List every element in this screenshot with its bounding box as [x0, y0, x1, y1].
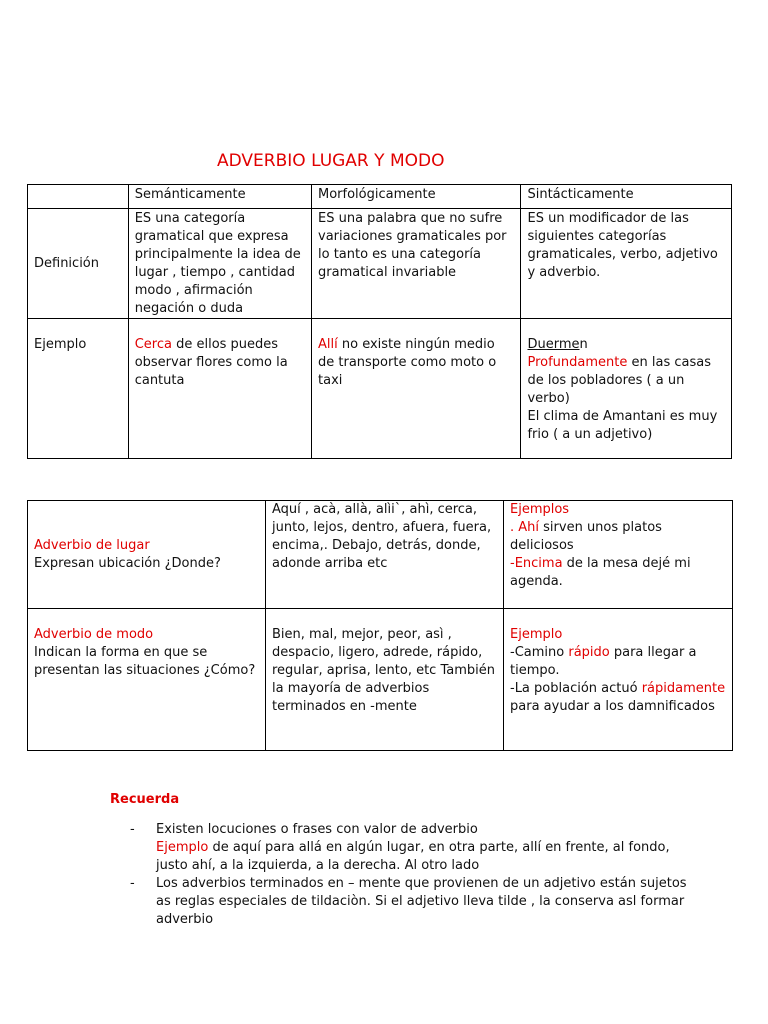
example-text: para llegar a tiempo. [510, 645, 697, 678]
dash-bullet: - [130, 822, 135, 837]
lugar-label-cell [28, 501, 266, 609]
example-text: -Camino [510, 645, 569, 660]
ejemplo-text: El clima de Amantani es muy frio ( a un adjetivo) [527, 409, 718, 442]
recuerda-heading: Recuerda [110, 792, 180, 807]
table-row-definicion [28, 209, 732, 319]
modo-desc: Indican la forma en que se presentan las situaciones ¿Cómo? [34, 645, 256, 678]
dash-bullet: - [130, 876, 135, 891]
highlight-word: -Encima [510, 556, 563, 571]
ejemplo-morfologicamente [312, 319, 521, 459]
example-text: para ayudar a los damnificados [510, 699, 715, 714]
row-label-definicion: Definición [28, 209, 129, 319]
list-item-text: Existen locuciones o frases con valor de adverbio [156, 822, 478, 837]
ejemplo-text: de ellos puedes observar flores como la cantuta [134, 337, 288, 388]
example-text: -La población actuó [510, 681, 642, 696]
examples-title: Ejemplo [510, 627, 563, 642]
highlight-word: rápido [568, 645, 610, 660]
highlight-word: rápidamente [641, 681, 726, 696]
definicion-semanticamente: ES una categoría gramatical que expresa principalmente la idea de lugar , tiempo , cantidad modo , afirmación negación o duda [128, 209, 311, 319]
list-item-text: de aquí para allá en algún lugar, en otra parte, allí en frente, al fondo, justo ahí, a la izquierda, a la derecha. Al otro lado [156, 840, 670, 873]
word-suffix: n [579, 337, 588, 352]
ejemplo-text: no existe ningún medio de transporte como moto o taxi [318, 337, 497, 388]
definicion-morfologicamente: ES una palabra que no sufre variaciones gramaticales por lo tanto es una categoría gramatical invariable [312, 209, 521, 319]
modo-label-cell [28, 609, 266, 751]
highlight-word: Cerca [134, 337, 172, 352]
example-text: de la mesa dejé mi agenda. [510, 556, 691, 589]
ejemplo-semanticamente [128, 319, 311, 459]
lugar-examples [504, 501, 733, 609]
table-row-lugar [28, 501, 733, 609]
lugar-label: Adverbio de lugar [34, 537, 150, 553]
lugar-desc: Expresan ubicación ¿Donde? [34, 555, 221, 571]
list-item [130, 875, 690, 929]
recuerda-list [130, 821, 690, 929]
modo-list: Bien, mal, mejor, peor, asì , despacio, ligero, adrede, rápido, regular, aprisa, lento, etc También la mayoría de adverbios terminados en -mente [266, 609, 504, 751]
lugar-list: Aquí , acà, allà, alìi`, ahì, cerca, junto, lejos, dentro, afuera, fuera, encima,. Debajo, detrás, donde, adonde arriba etc [266, 501, 504, 609]
header-sintacticamente: Sintácticamente [521, 185, 732, 209]
example-text: sirven unos platos deliciosos [510, 520, 662, 553]
table-header-row [28, 185, 732, 209]
table-row-ejemplo [28, 319, 732, 459]
highlight-word: . Ahí [510, 520, 540, 535]
header-cell-empty [28, 185, 129, 209]
highlight-word: Profundamente [527, 355, 628, 370]
characteristics-table [27, 184, 732, 459]
adverb-types-table [27, 500, 733, 751]
list-item [130, 821, 690, 875]
page-title: ADVERBIO LUGAR Y MODO [217, 151, 445, 171]
list-item-text: Los adverbios terminados en – mente que provienen de un adjetivo están sujetos as reglas especiales de tildaciòn. Si el adjetivo lleva tilde , la conserva asl formar adverbio [156, 876, 687, 927]
row-label-ejemplo: Ejemplo [28, 319, 129, 459]
header-semanticamente: Semánticamente [128, 185, 311, 209]
highlight-word: Allí [318, 337, 338, 352]
highlight-word: Ejemplo [156, 840, 209, 855]
table-row-modo [28, 609, 733, 751]
header-morfologicamente: Morfológicamente [312, 185, 521, 209]
underlined-word: Duerme [527, 337, 580, 352]
ejemplo-sintacticamente [521, 319, 732, 459]
modo-label: Adverbio de modo [34, 627, 154, 642]
ejemplo-text: en las casas de los pobladores ( a un verbo) [527, 355, 712, 406]
definicion-sintacticamente: ES un modificador de las siguientes categorías gramaticales, verbo, adjetivo y adverbio. [521, 209, 732, 319]
modo-examples [504, 609, 733, 751]
examples-title: Ejemplos [510, 502, 570, 517]
